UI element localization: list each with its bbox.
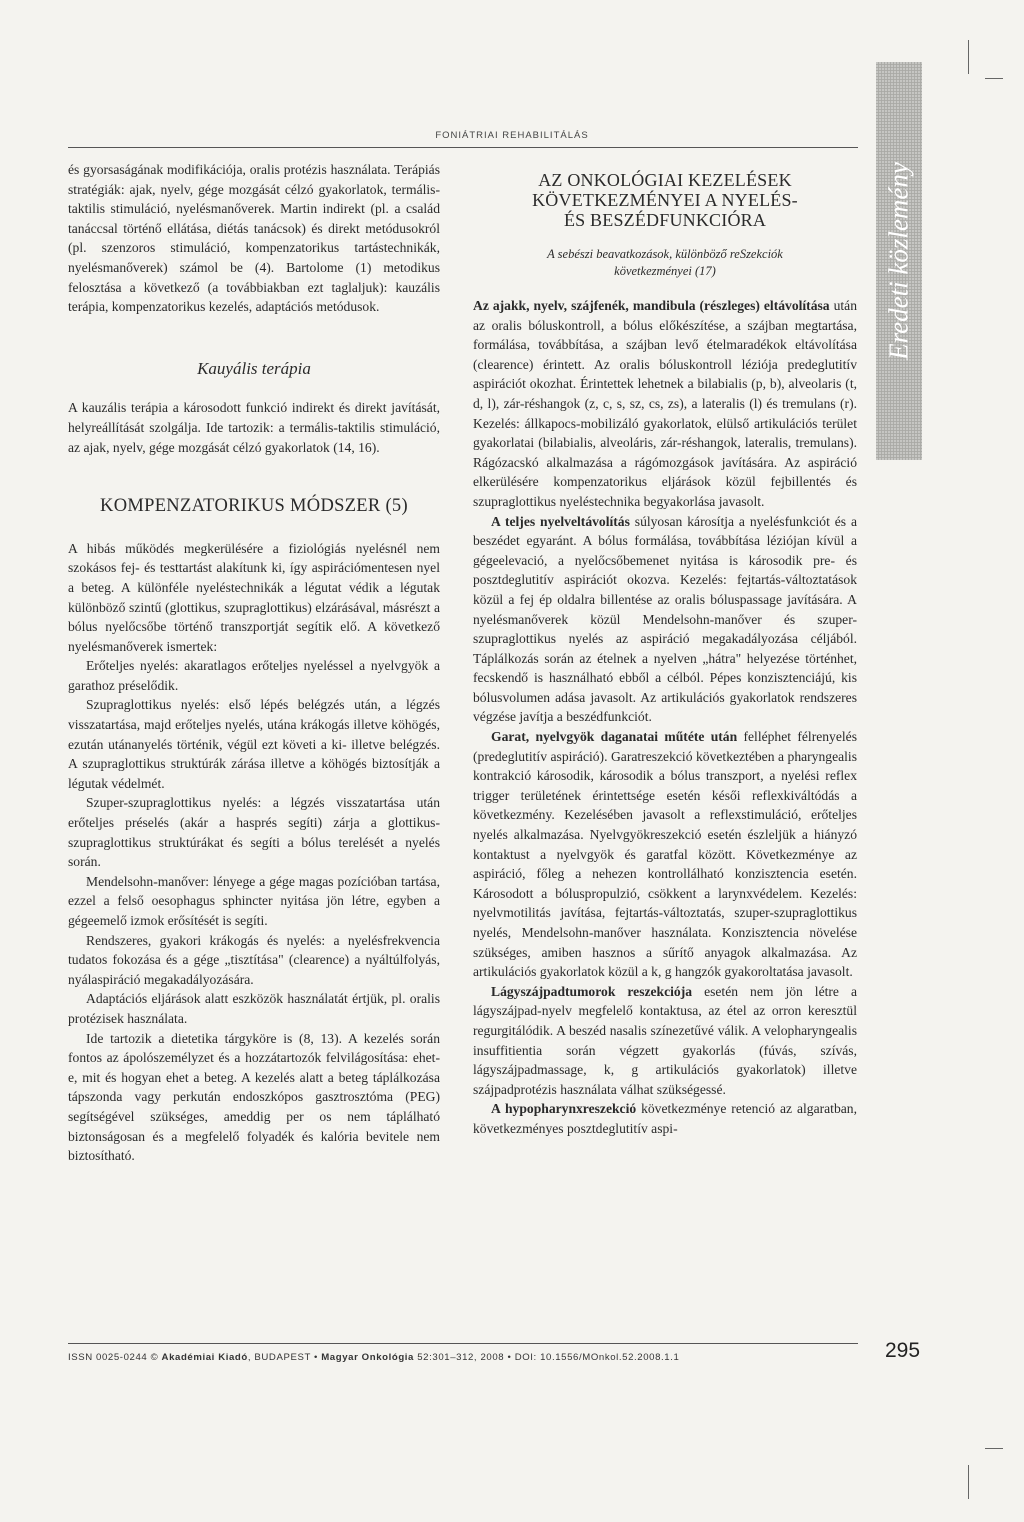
hypopharynx-paragraph <box>473 1099 857 1138</box>
adaptation-paragraph: Adaptációs eljárások alatt eszközök használatát értjük, pl. oralis protézisek használata. <box>68 991 440 1026</box>
hypopharynx-lead: A hypopharynxreszekció <box>491 1101 637 1117</box>
maneuver-paragraph: Mendelsohn-manőver: lényege a gége magas pozícióban tartása, ezzel a felső oesophagus sphincter nyitása jön létre, egyben a gégeemelő izmok erősítését is segíti. <box>68 873 440 928</box>
footer-journal: Magyar Onkológia <box>321 1352 414 1363</box>
intro-paragraph: és gyorsaságának modifikációja, oralis protézis használata. Terápiás stratégiák: ajak, nyelv, gége mozgását célzó gyakorlatok, termális-taktilis stimuláció, nyelésmanőverek. Martin indirekt (pl. a család tanáccsal történő ellátása, diétás tanácsok) és direkt metódusokról (pl. szenzoros stimuláció, kompenzatorikus tartástechnikák, nyelésmanőverek) számol be (4). Bartolome (1) metodikus felosztása a következő (a továbbiakban ezt taglaljuk): kauzális terápia, kompenzatorikus kezelés, adaptációs metódusok. <box>68 162 440 315</box>
crop-mark-bottom <box>968 1465 969 1499</box>
crop-mark-top <box>968 40 969 74</box>
section-title <box>473 170 857 230</box>
lip-tongue-lead: Az ajakk, nyelv, szájfenék, mandibula (részleges) eltávolítása <box>473 298 830 313</box>
left-column <box>68 160 440 1166</box>
pharynx-paragraph <box>473 727 857 982</box>
right-column <box>473 160 857 1139</box>
footer-issn: ISSN 0025-0244 © <box>68 1352 162 1363</box>
soft-palate-paragraph <box>473 982 857 1100</box>
footer <box>68 1352 858 1363</box>
footer-rule <box>68 1343 858 1344</box>
compensatory-paragraph: A hibás működés megkerülésére a fiziológiás nyelésnél nem szokásos fej- és testtartást alakítunk ki, így aspirációmentesen nyel a beteg. A különféle nyeléstechnikák a légutat védik a légutak különböző szintű (glottikus, szupraglottikus) elzárásával, másrészt a bólus nyelőcsőbe történő transzportját segítik elő. A következő nyelésmanőverek ismertek: <box>68 540 440 654</box>
section-subtitle-line: A sebészi beavatkozások, különböző reSzekciók <box>547 247 783 261</box>
soft-palate-lead: Lágyszájpadtumorok reszekciója <box>491 983 693 999</box>
side-tab <box>876 62 922 460</box>
glossectomy-lead: A teljes nyelveltávolítás <box>491 513 630 529</box>
glossectomy-text: súlyosan károsítja a nyelésfunkciót és a beszédet egyaránt. A bólus formálása, továbbítása léziójan kívül a gégeelevació, a nyelőcsőbemenet nyitása is károsodik pre- és posztdeglutitív aspirációt okozva. Kezelés: fejtartás-változtatások közül a fej ép oldalra billentése az oralis bóluspassage javítására. A nyelésmanőverek közül Mendelsohn-manőver és szuper-szupraglottikus nyelés az aspiráció megakadályozása céljából. Táplálkozás során az ételnek a nyelven „hátra" helyezése történhet, fecskendő is használható ebből a célból. Pépes konzisztenciájú, kis bólusvolumen adása javasolt. Az artikulációs gyakorlatok rendszeres végzése javítja a beszédfunkciót. <box>473 513 857 725</box>
section-title-line: AZ ONKOLÓGIAI KEZELÉSEK <box>538 170 792 190</box>
footer-publisher: Akadémiai Kiadó <box>161 1352 248 1363</box>
maneuver-paragraph: Erőteljes nyelés: akaratlagos erőteljes nyeléssel a nyelvgyök a garathoz préselődik. <box>68 658 440 693</box>
compensatory-heading: KOMPENZATORIKUS MÓDSZER (5) <box>100 496 408 517</box>
glossectomy-paragraph <box>473 512 857 728</box>
footer-ref: 52:301–312, 2008 • DOI: 10.1556/MOnkol.52.2008.1.1 <box>413 1352 680 1363</box>
section-title-line: KÖVETKEZMÉNYEI A NYELÉS- <box>532 190 798 210</box>
footer-city: , BUDAPEST • <box>247 1352 322 1363</box>
pharynx-lead: Garat, nyelvgyök daganatai műtéte után <box>491 729 738 745</box>
section-subtitle-line: következményei (17) <box>614 264 716 278</box>
header-rule <box>68 147 858 148</box>
soft-palate-text: esetén nem jön létre a lágyszájpad-nyelv megfelelő kontaktusa, az étel az orron keresztül regurgitálódik. A beszéd nasalis színezetűvé válik. A velopharyngealis insuffitientia során végzett gyakorlás (fúvás, szívás, lágyszájpadmassage, k, g artikulációs gyakorlatok) illetve szájpadprotézis használata válhat szükségessé. <box>473 983 857 1097</box>
maneuver-paragraph: Szuper-szupraglottikus nyelés: a légzés visszatartása után erőteljes préselés (akár a hasprés segíti) zárja a glottikus-szupraglottikus struktúrákat és segíti a bólus terelését a nyelés során. <box>68 795 440 870</box>
section-title-line: ÉS BESZÉDFUNKCIÓRA <box>563 210 767 230</box>
maneuver-paragraph: Rendszeres, gyakori krákogás és nyelés: a nyelésfrekvencia tudatos fokozása és a gége „tisztítása" (clearence) a nyáltúlfolyás, nyálaspiráció megakadályozására. <box>68 932 440 987</box>
lip-tongue-paragraph <box>473 296 857 512</box>
causal-therapy-heading: Kauyális terápia <box>197 358 311 378</box>
running-head: FONIÁTRIAI REHABILITÁLÁS <box>435 130 589 141</box>
crop-mark-top-h <box>985 78 1003 79</box>
causal-therapy-paragraph: A kauzális terápia a károsodott funkció indirekt és direkt javítását, helyreállítását szolgálja. Ide tartozik: a termális-taktilis stimuláció, az ajak, nyelv, gége mozgását célzó gyakorlatok (14, 16). <box>68 400 440 455</box>
side-tab-label: Eredeti közlemény <box>883 162 914 360</box>
maneuver-paragraph: Szupraglottikus nyelés: első lépés belégzés után, a légzés visszatartása, majd erőteljes nyelés, utána krákogás illetve köhögés, ezután utánanyelés történik, végül ezt követi a ki- illetve belégzés. A szupraglottikus struktúrák zárása illetve a köhögés biztosítják a légutak védelmét. <box>68 697 440 791</box>
crop-mark-bottom-h <box>985 1448 1003 1449</box>
dietetics-paragraph: Ide tartozik a dietetika tárgyköre is (8, 13). A kezelés során fontos az ápolószemélyzet és a hozzátartozók felvilágosítása: ehet-e, mit és hogyan ehet a beteg. A kezelés alatt a beteg táplálkozása tápszonda vagy perkután endoszkópos gasztrosztóma (PEG) segítségével szükséges, ameddig per os nem táplálható biztonságosan és a megfelelő folyadék és kalória bevitele nem biztosítható. <box>68 1030 440 1164</box>
lip-tongue-text: után az oralis bóluskontroll, a bólus előkészítése, a szájban megtartása, formálása, továbbítása, a szájban levő ételmaradékok eltávolítása (clearence) érintett. Az oralis bóluskontroll léziója predeglutitív aspirációt okozhat. Érintettek lehetnek a bilabialis (p, b), alveolaris (t, d, l), zár-réshangok (z, c, s, sz, cs, zs), a lateralis (l) és tremulans (r). Kezelés: állkapocs-mobilizáló gyakorlatok, elülső artikulációs terület gyakorlatai (bilabialis, alveoláris, zár-réshangok, lateralis, tremulans). Rágózacskó alkalmazása a rágómozgások javítására. Az aspiráció elkerülésére kompenzatorikus eljárások közül fejbillentés és szupraglottikus nyeléstechnika begyakorlása javasolt. <box>473 298 857 509</box>
pharynx-text: felléphet félrenyelés (predeglutitív aspiráció). Garatreszekció következtében a pharyngealis kontrakció károsodik, károsodik a bólus transzport, a nyelési reflex trigger területének érintettsége esetén késői reflexkiváltódás a következmény. Kezelésében javasolt a reflexstimuláció, erőteljes nyelés alkalmazása. Nyelvgyökreszekció esetén észleljük a hiányzó kontaktust a nyelvgyök és garatfal között. Következménye az aspiráció, főleg a nehezen kontrollálható konzisztencia esetén. Károsodott a bóluspropulzió, csökkent a larynxvédelem. Kezelés: nyelvmotilitás javítása, fejtartás-változtatás, szuper-szupraglottikus nyelés, Mendelsohn-manőver használata. Konzisztencia növelése szükséges, amiben hasznos a sűrítő anyagok alkalmazása. Az artikulációs gyakorlatok közül a k, g hangzók gyakoroltatása javasolt. <box>473 729 857 980</box>
section-subtitle <box>473 246 857 280</box>
hypopharynx-text: következménye retenció az algaratban, következményes posztdeglutitív aspi- <box>473 1101 857 1136</box>
page-number: 295 <box>885 1339 921 1362</box>
